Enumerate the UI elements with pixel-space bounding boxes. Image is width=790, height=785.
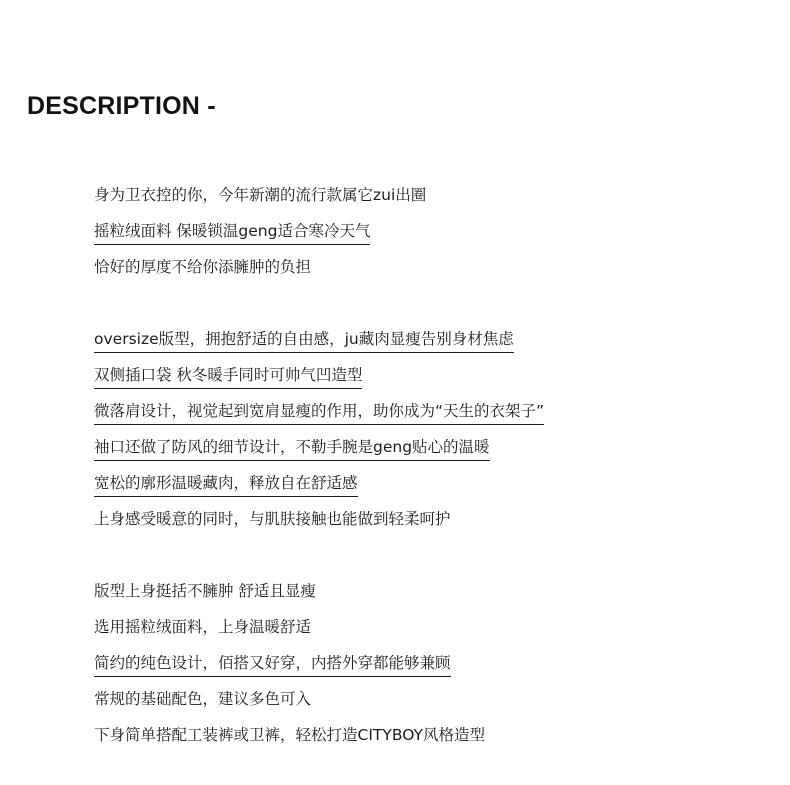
description-line: 常规的基础配色，建议多色可入 [94,690,312,708]
description-line: 选用摇粒绒面料，上身温暖舒适 [94,618,312,636]
description-line: 摇粒绒面料 保暖锁温geng适合寒冷天气 [94,220,370,245]
description-line: 版型上身挺括不臃肿 舒适且显瘦 [94,582,316,600]
description-line: 下身简单搭配工装裤或卫裤，轻松打造CITYBOY风格造型 [94,726,486,744]
page-title: DESCRIPTION - [27,92,216,120]
description-line: 双侧插口袋 秋冬暖手同时可帅气凹造型 [94,364,362,389]
description-line: 上身感受暖意的同时，与肌肤接触也能做到轻柔呵护 [94,510,451,528]
description-line: 恰好的厚度不给你添臃肿的负担 [94,258,312,276]
description-line: 简约的纯色设计，佰搭又好穿，内搭外穿都能够兼顾 [94,652,451,677]
description-line: oversize版型，拥抱舒适的自由感，ju藏肉显瘦告别身材焦虑 [94,328,514,353]
description-line: 宽松的廓形温暖藏肉，释放自在舒适感 [94,472,358,497]
description-line: 身为卫衣控的你，今年新潮的流行款属它zui出圈 [94,186,427,204]
description-line: 微落肩设计，视觉起到宽肩显瘦的作用，助你成为“天生的衣架子” [94,400,544,425]
description-line: 袖口还做了防风的细节设计，不勒手腕是geng贴心的温暖 [94,436,490,461]
